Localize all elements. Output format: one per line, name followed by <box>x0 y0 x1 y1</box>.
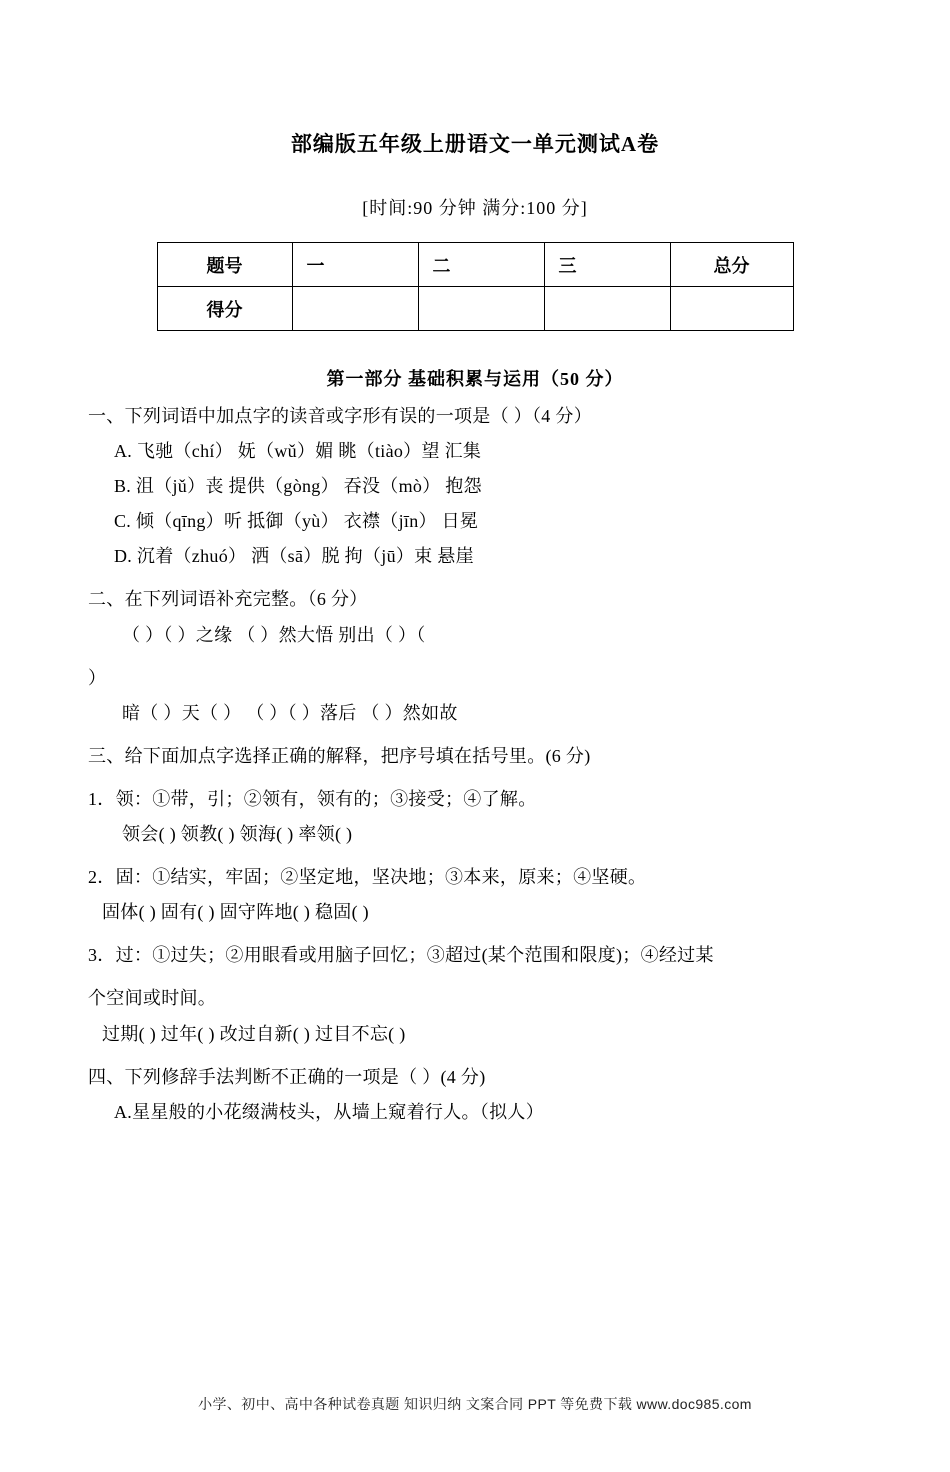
question-2-line-2: ） <box>88 667 107 688</box>
question-1-stem: 一、下列词语中加点字的读音或字形有误的一项是（ ）（4 分） <box>88 406 592 426</box>
question-3-stem: 三、给下面加点字选择正确的解释，把序号填在括号里。(6 分) <box>88 745 591 766</box>
question-1-option-c: C. 倾（qīng）听 抵御（yù） 衣襟（jīn） 日冕 <box>114 511 479 532</box>
score-table <box>157 242 794 331</box>
question-3-item-2-answers: 固体( ) 固有( ) 固守阵地( ) 稳固( ) <box>102 902 369 923</box>
question-3-item-3-answers: 过期( ) 过年( ) 改过自新( ) 过目不忘( ) <box>102 1023 406 1044</box>
score-table-header-label: 题号 <box>157 243 292 287</box>
question-3-item-3-definition-cont: 个空间或时间。 <box>88 988 217 1009</box>
table-row <box>157 243 793 287</box>
score-table-header-1: 一 <box>292 243 418 287</box>
exam-page <box>0 128 950 1472</box>
score-table-header-3: 三 <box>544 243 670 287</box>
question-3-item-1-answers: 领会( ) 领教( ) 领海( ) 率领( ) <box>122 824 353 845</box>
table-row <box>157 287 793 331</box>
score-cell-2[interactable] <box>418 287 544 331</box>
score-cell-1[interactable] <box>292 287 418 331</box>
question-1-option-a: A. 飞驰（chí） 妩（wǔ）媚 眺（tiào）望 汇集 <box>114 441 482 462</box>
page-footer <box>0 1394 950 1414</box>
question-1-option-d: D. 沉着（zhuó） 洒（sā）脱 拘（jū）束 悬崖 <box>114 546 474 567</box>
part-heading: 第一部分 基础积累与运用（50 分） <box>326 369 624 389</box>
question-3-item-3-definition: 3．过：①过失；②用眼看或用脑子回忆；③超过(某个范围和限度)；④经过某 <box>88 945 714 966</box>
question-3-item-1-definition: 1．领：①带，引；②领有，领有的；③接受；④了解。 <box>88 788 537 809</box>
score-table-header-total: 总分 <box>670 243 793 287</box>
score-table-row-label: 得分 <box>157 287 292 331</box>
exam-meta: [时间:90 分钟 满分:100 分] <box>362 198 588 218</box>
question-4-stem: 四、下列修辞手法判断不正确的一项是（ ）(4 分) <box>88 1066 486 1087</box>
question-1-option-b: B. 沮（jǔ）丧 提供（gòng） 吞没（mò） 抱怨 <box>114 476 482 497</box>
question-2-stem: 二、在下列词语补充完整。（6 分） <box>88 589 368 610</box>
question-2-line-3: 暗（ ）天（ ） （ ）（ ）落后 （ ）然如故 <box>122 702 458 723</box>
score-cell-3[interactable] <box>544 287 670 331</box>
question-2-line-1: （ ）（ ）之缘 （ ）然大悟 别出（ ）（ <box>122 624 426 645</box>
page-title: 部编版五年级上册语文一单元测试A卷 <box>290 132 660 156</box>
question-3-item-2-definition: 2．固：①结实，牢固；②坚定地，坚决地；③本来，原来；④坚硬。 <box>88 867 647 888</box>
score-table-header-2: 二 <box>418 243 544 287</box>
question-4-option-a: A.星星般的小花缀满枝头，从墙上窥着行人。（拟人） <box>114 1101 544 1122</box>
footer-text: 小学、初中、高中各种试卷真题 知识归纳 文案合同 PPT 等免费下载 <box>198 1396 633 1412</box>
footer-site-link[interactable]: www.doc985.com <box>636 1396 752 1412</box>
score-cell-total[interactable] <box>670 287 793 331</box>
